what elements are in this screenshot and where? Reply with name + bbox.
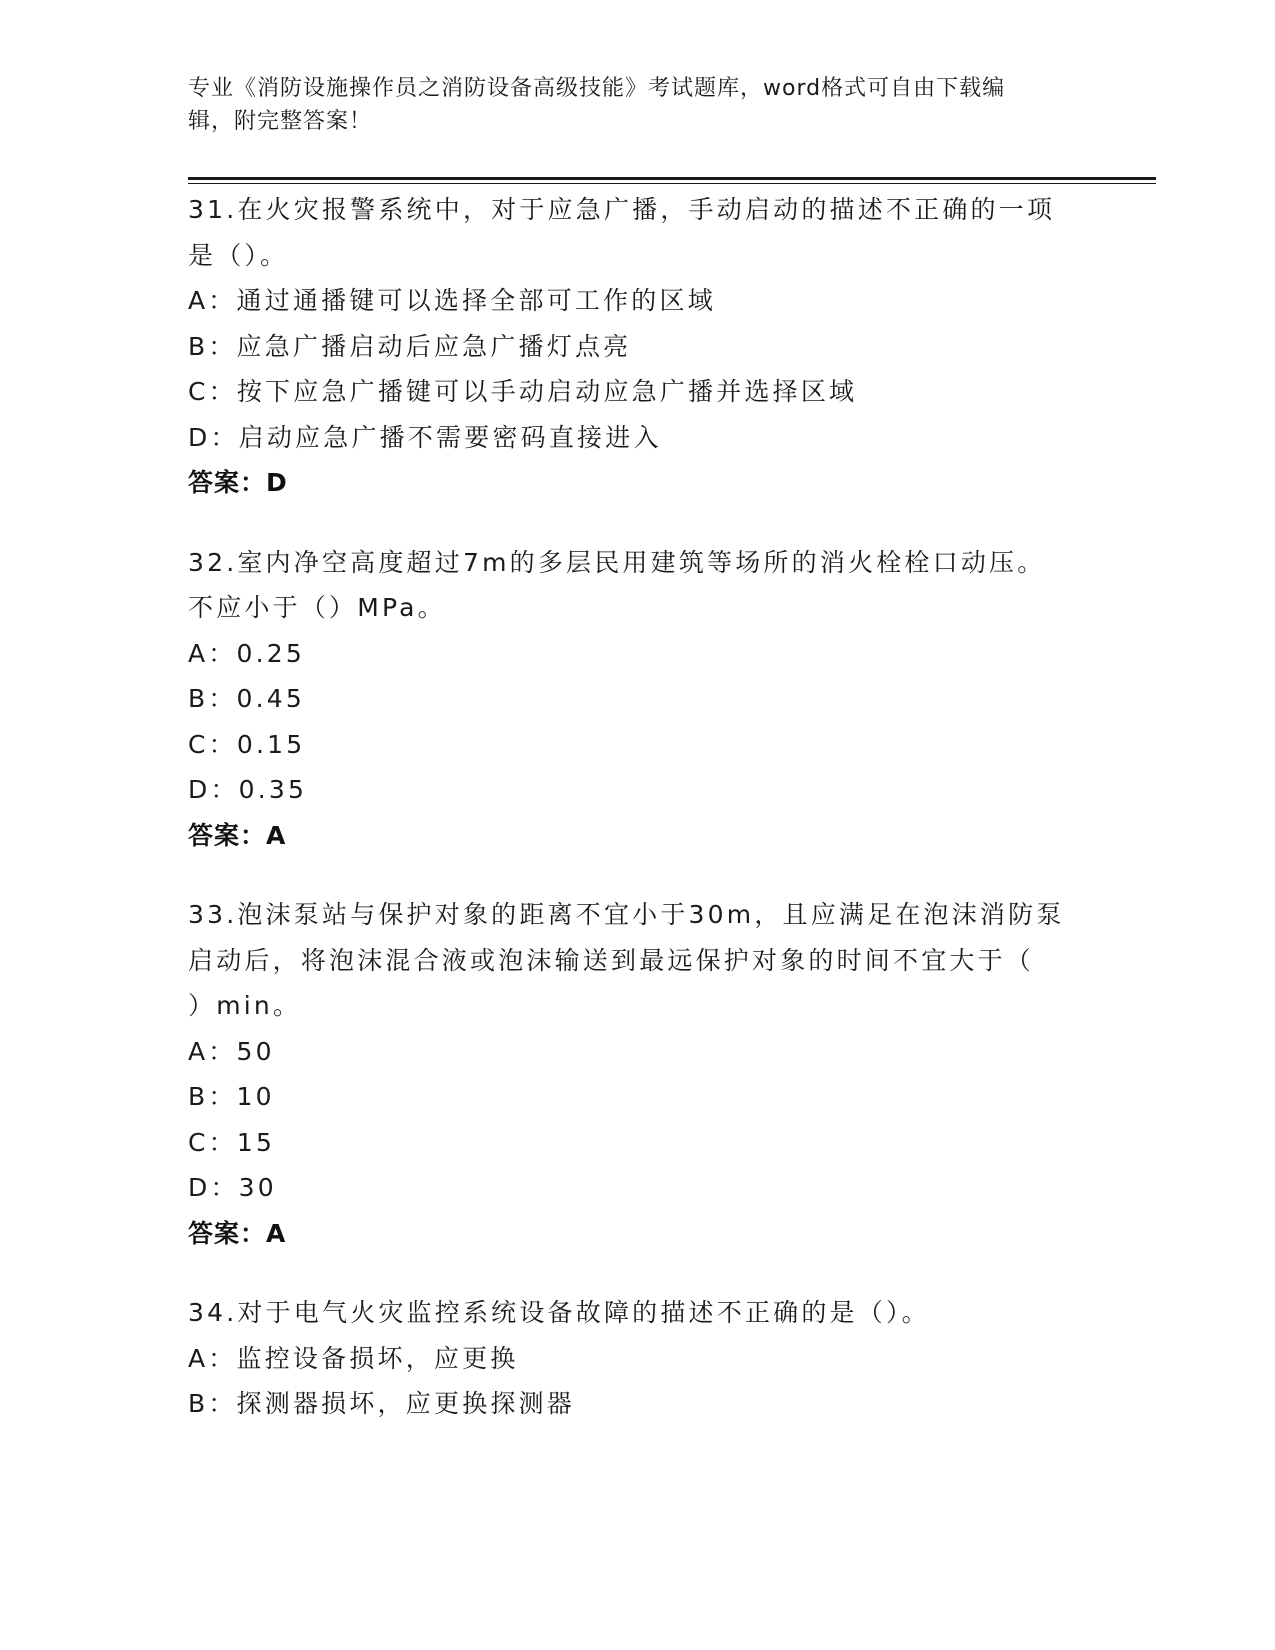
document-header bbox=[188, 72, 1068, 138]
option-d: D：启动应急广播不需要密码直接进入 bbox=[188, 422, 662, 452]
question-34 bbox=[188, 1290, 1088, 1427]
question-text-line: ）min。 bbox=[188, 991, 302, 1020]
option-a: A：0.25 bbox=[188, 638, 305, 668]
question-text-line: 不应小于（）MPa。 bbox=[188, 593, 446, 622]
question-text-line: 31.在火灾报警系统中，对于应急广播，手动启动的描述不正确的一项 bbox=[188, 195, 1056, 224]
answer: 答案：A bbox=[188, 1218, 287, 1248]
answer: 答案：D bbox=[188, 468, 288, 497]
question-text-line: 33.泡沫泵站与保护对象的距离不宜小于30m，且应满足在泡沫消防泵 bbox=[188, 900, 1065, 929]
option-a: A：监控设备损坏，应更换 bbox=[188, 1343, 519, 1373]
question-31 bbox=[188, 187, 1088, 506]
header-rule-thin bbox=[188, 183, 1156, 184]
option-a: A：50 bbox=[188, 1036, 275, 1066]
option-b: B：10 bbox=[188, 1082, 275, 1111]
option-c: C：15 bbox=[188, 1127, 276, 1157]
header-rule-thick bbox=[188, 177, 1156, 180]
option-d: D：0.35 bbox=[188, 775, 308, 804]
question-33 bbox=[188, 892, 1088, 1256]
answer: 答案：A bbox=[188, 820, 287, 850]
header-line-1: 专业《消防设施操作员之消防设备高级技能》考试题库，word格式可自由下载编 bbox=[188, 76, 1006, 101]
option-a: A：通过通播键可以选择全部可工作的区域 bbox=[188, 286, 716, 315]
option-c: C：0.15 bbox=[188, 729, 306, 759]
header-line-2: 辑，附完整答案！ bbox=[188, 109, 373, 134]
option-b: B：应急广播启动后应急广播灯点亮 bbox=[188, 331, 632, 361]
option-b: B：探测器损坏，应更换探测器 bbox=[188, 1389, 575, 1418]
option-c: C：按下应急广播键可以手动启动应急广播并选择区域 bbox=[188, 377, 858, 406]
question-text-line: 34.对于电气火灾监控系统设备故障的描述不正确的是（）。 bbox=[188, 1298, 930, 1327]
option-d: D：30 bbox=[188, 1173, 277, 1202]
question-text-line: 启动后，将泡沫混合液或泡沫输送到最远保护对象的时间不宜大于（ bbox=[188, 945, 1035, 975]
question-list bbox=[188, 187, 1088, 1461]
question-text-line: 是（）。 bbox=[188, 240, 289, 270]
question-32 bbox=[188, 540, 1088, 859]
option-b: B：0.45 bbox=[188, 684, 306, 713]
question-text-line: 32.室内净空高度超过7m的多层民用建筑等场所的消火栓栓口动压。 bbox=[188, 547, 1046, 577]
